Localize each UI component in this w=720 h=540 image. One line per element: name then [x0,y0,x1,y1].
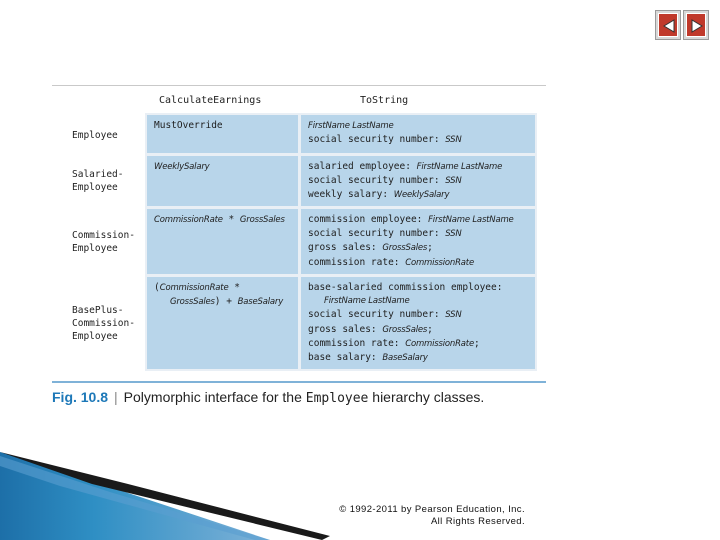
cell-line [308,308,535,322]
cell-line [308,174,535,188]
code-text: gross sales: [308,242,383,254]
figure-number: Fig. 10.8 [52,389,109,405]
code-text: ) + [214,296,238,308]
placeholder-text: CommissionRate [154,215,223,225]
code-text: ; [427,242,433,254]
figure-caption [52,388,492,408]
cell-base-plus-to-string [301,277,535,369]
copyright-line-2: All Rights Reserved. [430,516,525,527]
placeholder-text: FirstName LastName [416,162,503,172]
code-text: commission rate: [308,337,406,349]
cell-commission-to-string [301,209,535,274]
cell-line [308,133,535,147]
caption-text-start: Polymorphic interface for the [123,389,306,405]
caption-separator: | [114,389,118,405]
placeholder-text: SSN [445,135,462,146]
cell-line [308,188,535,202]
code-text: social security number: [308,309,446,321]
cell-line [308,323,535,337]
code-text: social security number: [308,134,446,146]
caption-code: Employee [305,391,369,406]
code-text: base-salaried commission employee: [308,282,503,293]
copyright-line-1: © 1992-2011 by Pearson Education, Inc. [339,504,525,515]
code-text: salaried employee: [308,161,417,172]
cell-line [308,294,535,308]
placeholder-text: SSN [445,310,462,321]
cell-line [154,281,298,295]
next-button-face [686,13,706,37]
code-text: * [228,282,240,293]
placeholder-text: GrossSales [382,243,428,254]
row-label-commission-employee: Commission- Employee [72,230,135,254]
cell-salaried-to-string [301,156,535,206]
placeholder-text: GrossSales [239,215,285,225]
placeholder-text: BaseSalary [237,297,284,308]
copyright-notice [320,504,525,528]
code-text: base salary: [308,352,383,364]
cell-line [308,337,535,351]
figure-top-rule [52,85,546,86]
code-text: commission employee: [308,214,429,225]
code-text: ; [427,323,433,335]
row-label-salaried-employee: Salaried- Employee [72,169,124,193]
code-text: weekly salary: [308,189,394,201]
column-header-to-string: ToString [360,95,409,106]
cell-salaried-calculate-earnings [147,156,298,206]
decorative-swoosh [0,452,340,540]
row-label-base-plus-commission-employee: BasePlus- Commission- Employee [72,305,135,342]
placeholder-text: GrossSales [170,297,215,308]
placeholder-text: FirstName LastName [324,296,410,307]
cell-base-plus-calculate-earnings [147,277,298,369]
cell-line [308,119,535,133]
placeholder-text: CommissionRate [405,257,474,268]
code-text: ( [154,282,160,293]
code-text: MustOverride [154,120,223,131]
cell-line [154,295,298,309]
placeholder-text: CommissionRate [159,283,229,293]
cell-employee-calculate-earnings [147,115,298,153]
cell-line [308,241,535,255]
cell-line [154,213,298,227]
previous-slide-button[interactable] [655,10,681,40]
code-text: * [222,214,240,225]
code-text: ; [473,337,480,349]
placeholder-text: FirstName LastName [428,215,514,225]
cell-commission-calculate-earnings [147,209,298,274]
next-slide-button[interactable] [683,10,709,40]
cell-line [308,227,535,241]
cell-line [154,160,298,174]
placeholder-text: SSN [445,229,462,240]
code-text: gross sales: [308,323,383,335]
row-label-employee: Employee [72,130,118,141]
column-header-calculate-earnings: CalculateEarnings [159,95,262,106]
previous-button-face [658,13,678,37]
caption-text-end: hierarchy classes. [368,389,485,405]
triangle-right-icon [690,19,704,33]
cell-line [308,281,535,294]
figure-bottom-rule [52,381,546,383]
code-text: social security number: [308,175,446,187]
placeholder-text: GrossSales [382,324,428,335]
code-text: commission rate: [308,256,406,268]
placeholder-text: FirstName LastName [308,121,394,131]
cell-line [308,160,535,174]
cell-line [308,213,535,227]
cell-line [308,256,535,270]
cell-line [308,351,535,365]
cell-employee-to-string [301,115,535,153]
code-text: social security number: [308,228,446,240]
placeholder-text: BaseSalary [382,353,428,364]
placeholder-text: WeeklySalary [154,162,210,172]
placeholder-text: CommissionRate [405,338,474,349]
cell-line [154,119,298,132]
placeholder-text: WeeklySalary [393,190,450,201]
placeholder-text: SSN [445,176,462,187]
triangle-left-icon [662,19,676,33]
